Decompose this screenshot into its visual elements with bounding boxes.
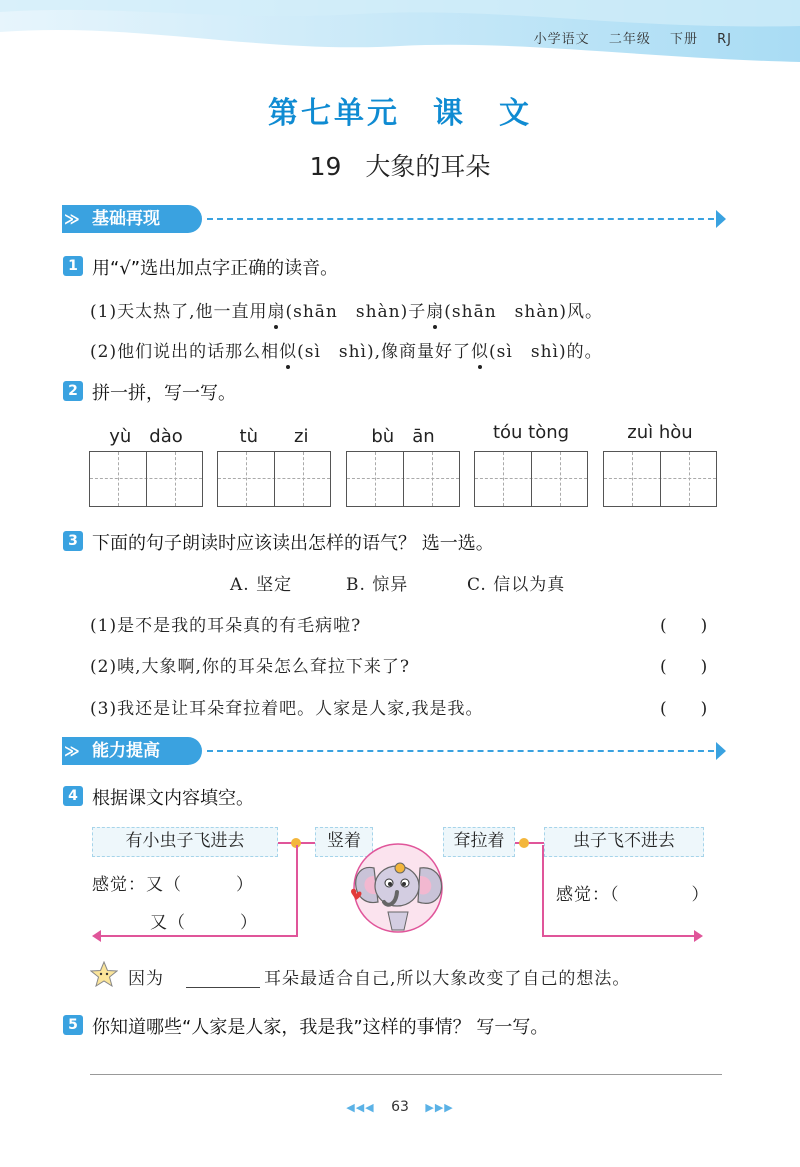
dotted-char: 似 [471,342,490,362]
connector-line [542,935,694,937]
writing-grid[interactable] [89,451,203,507]
writing-grid[interactable] [603,451,717,507]
runner-icon: ≫ [64,210,80,228]
section-label-basic: 基础再现 [92,209,160,229]
q3-item-3: (3)我还是让耳朵耷拉着吧。人家是人家,我是我。 [90,699,484,719]
fill-blank-line[interactable] [186,987,260,988]
dotted-char: 似 [279,342,298,362]
question-prompt-2: 拼一拼，写一写。 [92,383,236,404]
feeling-right[interactable]: 感觉：（ ） [556,885,710,905]
question-number-4: 4 [63,786,83,806]
because-prefix: 因为 [128,969,164,989]
writing-grid[interactable] [217,451,331,507]
header-term: 下册 [669,32,698,47]
elephant-icon [338,838,450,938]
lesson-name: 大象的耳朵 [365,152,491,181]
answer-blank[interactable]: ( ) [660,657,708,677]
pinyin-label: tù zi [239,426,309,447]
option-b: B. 惊异 [346,575,409,595]
because-suffix: 耳朵最适合自己,所以大象改变了自己的想法。 [264,969,631,989]
q1-line1-text-b[interactable]: (shān shàn)子 [285,302,427,322]
unit-title: 第七单元 课 文 [268,96,532,131]
question-prompt-4: 根据课文内容填空。 [92,788,254,809]
q1-line2-text-b[interactable]: (sì shì),像商量好了 [297,342,472,362]
arrow-right-icon [716,742,726,760]
q1-line1-text-a: (1)天太热了,他一直用 [90,302,268,322]
question-prompt-5: 你知道哪些“人家是人家，我是我”这样的事情？ 写一写。 [92,1017,549,1038]
q1-line-1 [90,297,603,322]
question-number-3: 3 [63,531,83,551]
connector-line [296,845,298,937]
connector-line [98,935,298,937]
question-number-1: 1 [63,256,83,276]
arrow-right-icon [716,210,726,228]
question-number-2: 2 [63,381,83,401]
header-subject: 小学语文 [533,32,590,47]
q1-line1-text-c[interactable]: (shān shàn)风。 [444,302,604,322]
prev-arrows-icon: ◀◀◀ [346,1101,375,1114]
writing-grid[interactable] [474,451,588,507]
section-banner-ability [62,737,724,765]
connector-line [542,845,544,937]
lesson-number: 19 [309,152,342,181]
section-dashed-line [207,218,724,220]
flow-box-drooping: 耷拉着 [443,827,515,857]
q3-item-1: (1)是不是我的耳朵真的有毛病啦? [90,616,362,636]
answer-blank[interactable]: ( ) [660,616,708,636]
pinyin-label: yù dào [109,426,183,447]
arrow-right-icon [694,930,703,942]
option-c: C. 信以为真 [467,575,566,595]
option-a: A. 坚定 [230,575,293,595]
section-tag-basic [62,205,202,233]
page-number-value: 63 [391,1099,409,1115]
connector-knob [519,838,529,848]
lesson-title [0,147,800,183]
feeling-left-2[interactable]: 又（ ） [150,913,258,933]
star-icon [90,961,118,987]
q1-line2-text-c[interactable]: (sì shì)的。 [489,342,603,362]
section-banner-basic [62,205,724,233]
runner-icon: ≫ [64,742,80,760]
question-prompt-3: 下面的句子朗读时应该读出怎样的语气？ 选一选。 [92,533,494,554]
header-grade: 二年级 [608,32,651,47]
answer-line[interactable] [90,1074,722,1075]
question-prompt-1: 用“√”选出加点字正确的读音。 [92,258,339,279]
section-dashed-line [207,750,724,752]
pinyin-label: tóu tòng [492,422,570,443]
dotted-char: 扇 [426,302,445,322]
flow-box-bug-enters: 有小虫子飞进去 [92,827,278,857]
page-number [0,1099,800,1115]
feeling-left-1[interactable]: 感觉：又（ ） [92,875,254,895]
pinyin-label: bù ān [371,426,435,447]
flow-box-bug-blocked: 虫子飞不进去 [544,827,704,857]
pinyin-label: zuì hòu [627,422,693,443]
dotted-char: 扇 [267,302,286,322]
header-info [520,28,732,47]
section-label-ability: 能力提高 [92,741,160,761]
q3-item-2: (2)咦,大象啊,你的耳朵怎么耷拉下来了? [90,657,411,677]
flow-box-upright: 竖着 [315,827,373,857]
section-tag-ability [62,737,202,765]
next-arrows-icon: ▶▶▶ [425,1101,454,1114]
q1-line-2 [90,337,603,362]
q1-line2-text-a: (2)他们说出的话那么相 [90,342,280,362]
answer-blank[interactable]: ( ) [660,699,708,719]
writing-grid[interactable] [346,451,460,507]
header-edition: RJ [717,32,732,47]
arrow-left-icon [92,930,101,942]
question-number-5: 5 [63,1015,83,1035]
